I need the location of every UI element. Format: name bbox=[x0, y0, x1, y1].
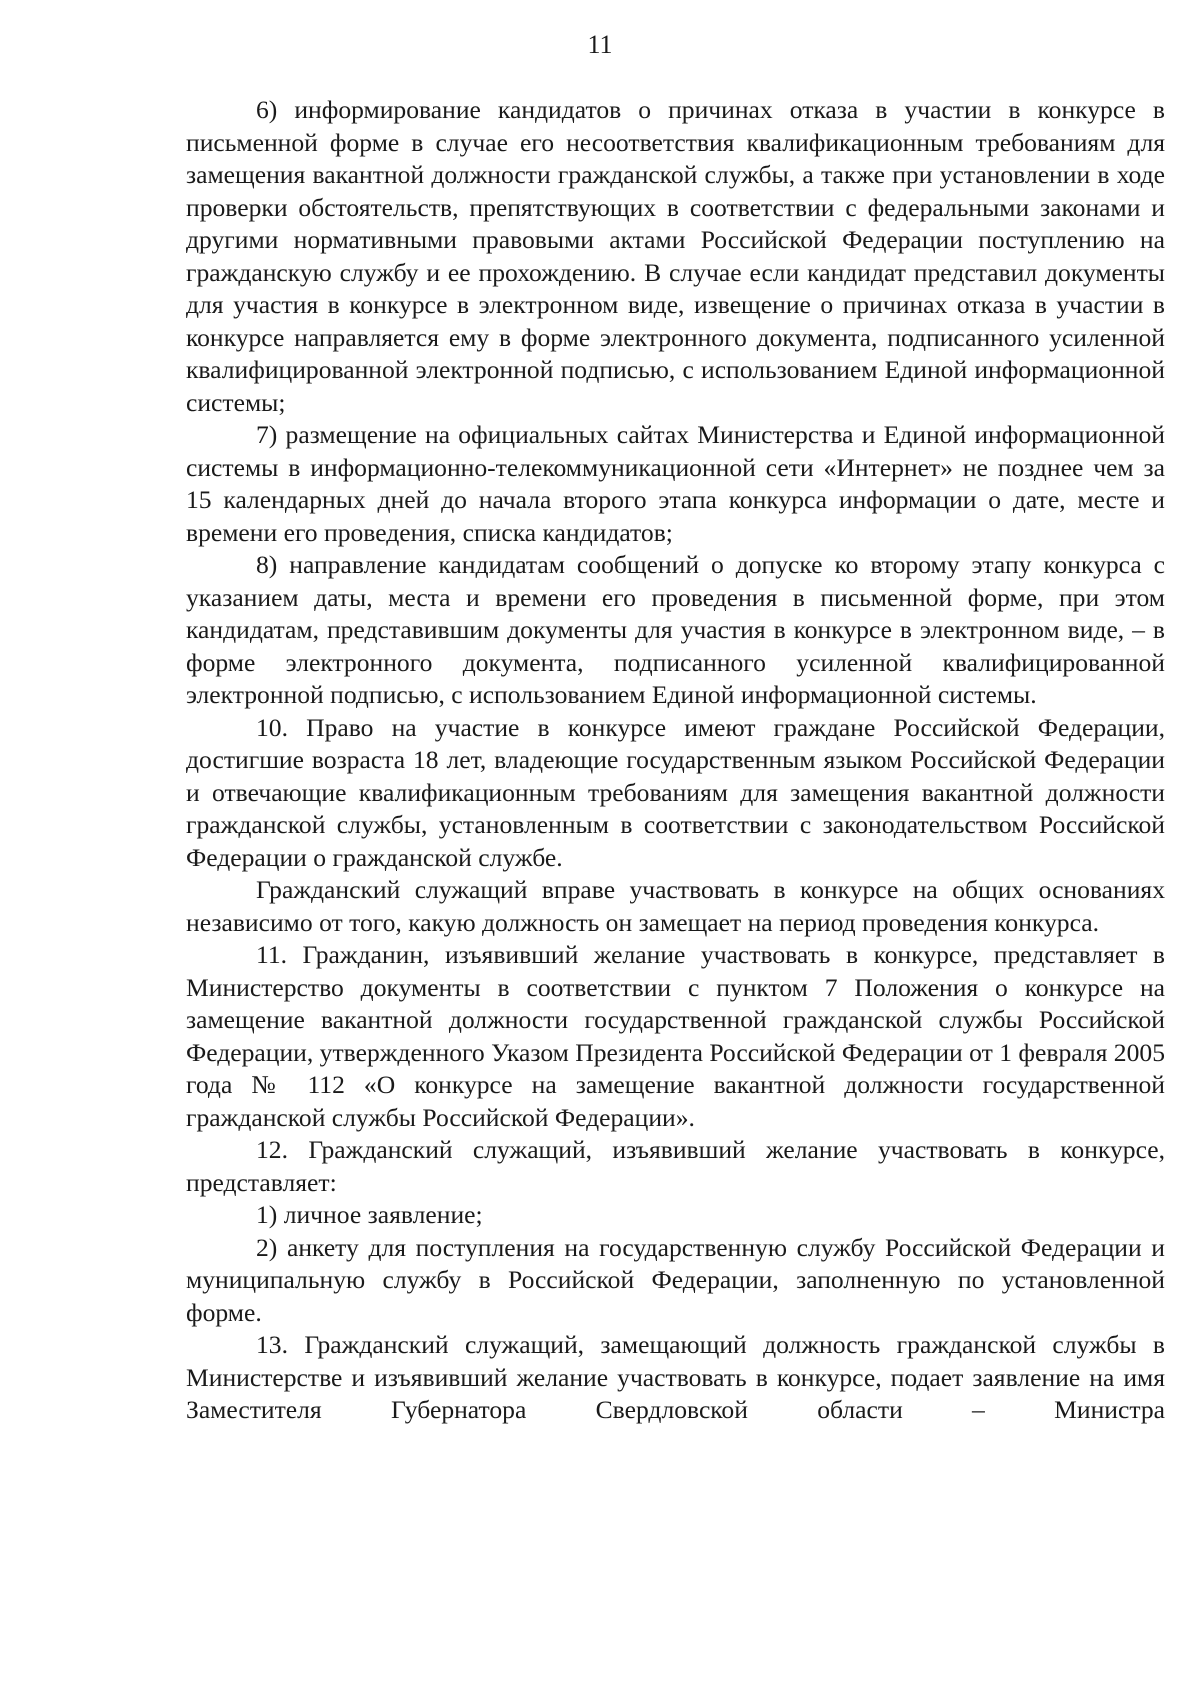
page-number: 11 bbox=[587, 30, 613, 59]
paragraph-civil-servant-right: Гражданский служащий вправе участвовать в конкурсе на общих основаниях независимо от того, какую должность он замещает на период проведения конкурса. bbox=[186, 875, 1165, 937]
document-body bbox=[186, 94, 1165, 1427]
paragraph-item-7: 7) размещение на официальных сайтах Министерства и Единой информационной системы в информационно-телекоммуникационной сети «Интернет» не позднее чем за 15 календарных дней до начала второго этапа конкурса информации о дате, месте и времени его проведения, списка кандидатов; bbox=[186, 420, 1165, 547]
paragraph-clause-12: 12. Гражданский служащий, изъявивший желание участвовать в конкурсе, представляет: bbox=[186, 1135, 1165, 1197]
paragraph-clause-11: 11. Гражданин, изъявивший желание участвовать в конкурсе, представляет в Министерство документы в соответствии с пунктом 7 Положения о конкурсе на замещение вакантной должности государственной гражданской службы Российской Федерации, утвержденного Указом Президента Российской Федерации от 1 февраля 2005 года № 112 «О конкурсе на замещение вакантной должности государственной гражданской службы Российской Федерации». bbox=[186, 940, 1165, 1132]
paragraph-clause-13: 13. Гражданский служащий, замещающий должность гражданской службы в Министерстве и изъявивший желание участвовать в конкурсе, подает заявление на имя Заместителя Губернатора Свердловской области – Министра bbox=[186, 1330, 1165, 1424]
paragraph-clause-10: 10. Право на участие в конкурсе имеют граждане Российской Федерации, достигшие возраста 18 лет, владеющие государственным языком Российской Федерации и отвечающие квалификационным требованиям для замещения вакантной должности гражданской службы, установленным в соответствии с законодательством Российской Федерации о гражданской службе. bbox=[186, 712, 1165, 872]
paragraph-item-2-questionnaire: 2) анкету для поступления на государственную службу Российской Федерации и муниципальную службу в Российской Федерации, заполненную по установленной форме. bbox=[186, 1232, 1165, 1327]
paragraph-item-6: 6) информирование кандидатов о причинах отказа в участии в конкурсе в письменной форме в случае его несоответствия квалификационным требованиям для замещения вакантной должности гражданской службы, а также при установлении в ходе проверки обстоятельств, препятствующих в соответствии с федеральными законами и другими нормативными правовыми актами Российской Федерации поступлению на гражданскую службу и ее прохождению. В случае если кандидат представил документы для участия в конкурсе в электронном виде, извещение о причинах отказа в участии в конкурсе направляется ему в форме электронного документа, подписанного усиленной квалифицированной электронной подписью, с использованием Единой информационной системы; bbox=[186, 95, 1165, 417]
paragraph-item-8: 8) направление кандидатам сообщений о допуске ко второму этапу конкурса с указанием даты, места и времени его проведения в письменной форме, при этом кандидатам, представившим документы для участия в конкурсе в электронном виде, – в форме электронного документа, подписанного усиленной квалифицированной электронной подписью, с использованием Единой информационной системы. bbox=[186, 550, 1165, 709]
paragraph-item-1-application: 1) личное заявление; bbox=[256, 1200, 483, 1229]
